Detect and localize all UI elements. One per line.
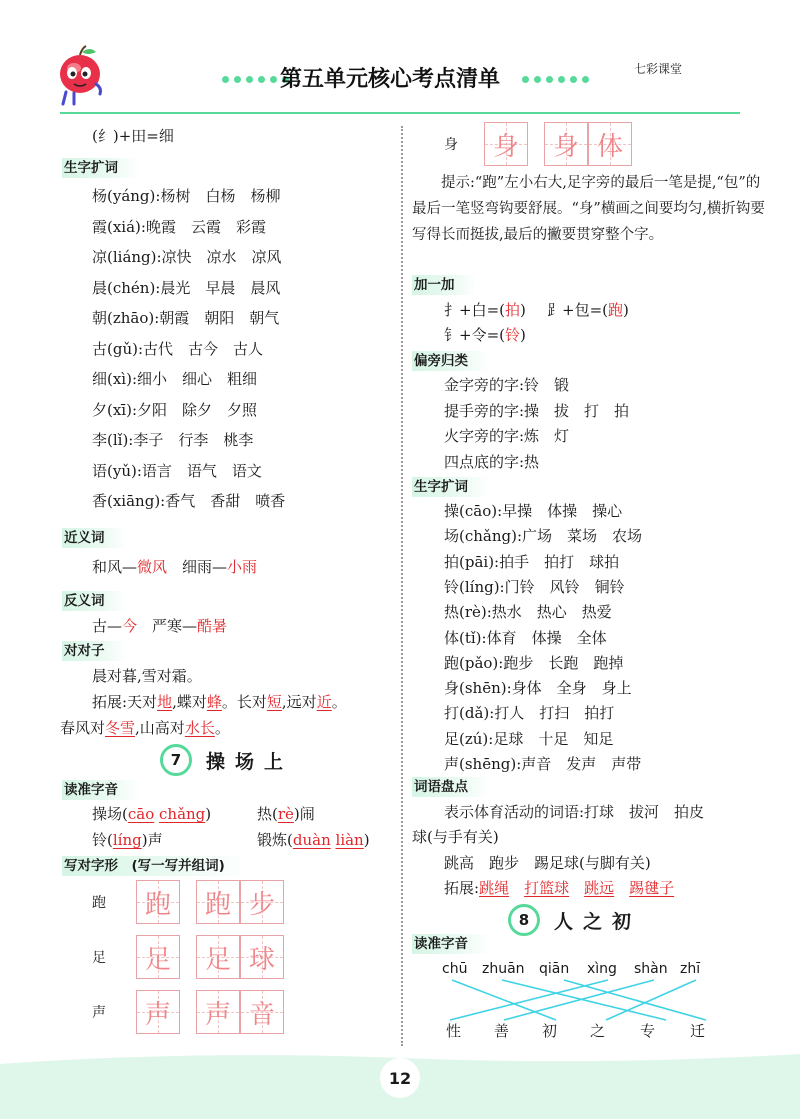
grid-char: 身: [552, 131, 579, 162]
expand-row: 声(shēng):声音 发声 声带: [444, 755, 642, 773]
expand-row: 热(rè):热水 热心 热爱: [444, 603, 612, 622]
write-title-text: 写对字形: [64, 858, 118, 874]
stroke-formula: (纟)+田=细: [92, 127, 174, 145]
expand-row: 体(tǐ):体育 体操 全体: [444, 628, 607, 647]
words-line-2: 球(与手有关): [412, 828, 499, 846]
expand-row: 语(yǔ):语言 语气 语文: [92, 461, 262, 480]
words-line-4: [444, 878, 674, 898]
expand-row: 凉(liáng):凉快 凉水 凉风: [92, 248, 282, 266]
couplet-text: ,山高对: [135, 719, 185, 737]
read-text: ): [363, 831, 370, 849]
section-title-couplet: 对对子: [62, 641, 127, 661]
synonym-a: 和风—: [92, 558, 138, 576]
radical-row: 金字旁的字:铃 锻: [444, 376, 570, 394]
section-title-expand-right: 生字扩词: [412, 477, 490, 497]
read-row-2: [92, 830, 163, 850]
antonym-row: [92, 616, 227, 636]
writing-tip: 提示:“跑”左小右大,足字旁的最后一笔是提,“包”的最后一笔竖弯钩要舒展。“身”横画之间要均匀,横折钩要写得长而挺拔,最后的撇要贯穿整个字。: [412, 175, 765, 243]
couplet-text: 。: [331, 693, 347, 711]
page-number: 12: [380, 1058, 420, 1098]
couplet-text: 春风对: [60, 719, 106, 737]
words-answer: 踢毽子: [629, 879, 675, 897]
couplet-text: 拓展:天对: [92, 693, 158, 711]
read-text: 热(: [257, 805, 278, 823]
grid-char: 跑: [144, 889, 171, 920]
pinyin-item: zhī: [680, 961, 701, 977]
section-title-words: 词语盘点: [412, 777, 490, 797]
expand-row: 身(shēn):身体 全身 身上: [444, 679, 632, 698]
grid-label: 足: [92, 950, 106, 966]
grid-char: 身: [492, 131, 519, 162]
couplet-line-3: [60, 718, 230, 738]
grid-cell: [196, 935, 240, 979]
expand-row: 细(xì):细小 细心 粗细: [92, 370, 258, 388]
synonym-row: [92, 557, 257, 577]
add-text: 扌+白=(: [444, 301, 505, 319]
read-text: 铃(: [92, 831, 113, 849]
read-text: )闹: [293, 805, 315, 823]
couplet-text: 。: [214, 719, 230, 737]
section-title-write: [62, 856, 247, 876]
grid-char: 步: [248, 889, 275, 920]
pinyin-item: chū: [442, 961, 468, 977]
grid-cell: [196, 990, 240, 1034]
grid-char: 足: [204, 944, 231, 975]
pinyin-answer: cāo: [127, 805, 155, 823]
expand-row: 李(lǐ):李子 行李 桃李: [92, 431, 254, 449]
expand-row: 足(zú):足球 十足 知足: [444, 729, 614, 748]
expand-row: 场(chǎng):广场 菜场 农场: [444, 527, 643, 546]
antonym-b: 严寒—: [137, 617, 198, 635]
section-title-read: 读准字音: [62, 780, 140, 800]
pinyin-item: qiān: [539, 961, 570, 977]
grid-cell: [136, 935, 180, 979]
char-item: 专: [640, 1022, 656, 1040]
pinyin-answer: chǎng: [159, 805, 206, 823]
section-title-read-right: 读准字音: [412, 934, 490, 954]
writing-grid-row: [92, 880, 284, 924]
char-item: 迁: [690, 1022, 706, 1040]
expand-row: 古(gǔ):古代 古今 古人: [92, 339, 264, 358]
words-expand-label: 拓展:: [444, 879, 480, 897]
expand-row: 晨(chén):晨光 早晨 晨风: [92, 278, 281, 297]
pinyin-item: zhuān: [482, 961, 525, 977]
expand-row: 朝(zhāo):朝霞 朝阳 朝气: [92, 309, 280, 327]
column-divider: [401, 126, 403, 1046]
read-row-1: [92, 804, 211, 824]
read-row-1b: [257, 804, 315, 824]
expand-row: 打(dǎ):打人 打扫 拍打: [444, 704, 615, 723]
section-title-add: 加一加: [412, 275, 477, 295]
expand-row: 霞(xiá):晚霞 云霞 彩霞: [92, 217, 266, 236]
matching-lines: [430, 978, 730, 1022]
grid-char: 音: [248, 999, 275, 1030]
lesson-title: 人之初: [554, 910, 642, 933]
antonym-b-answer: 酷暑: [197, 617, 228, 635]
write-note-text: (写一写并组词): [131, 858, 225, 874]
lesson-number-badge: 7: [160, 744, 192, 776]
char-item: 初: [542, 1022, 558, 1040]
expand-row: 拍(pāi):拍手 拍打 球拍: [444, 552, 620, 571]
pinyin-item: shàn: [634, 961, 668, 977]
grid-cell: [588, 122, 632, 166]
header-dots-right: [522, 76, 589, 83]
add-answer: 跑: [608, 301, 624, 319]
expand-row: 杨(yáng):杨树 白杨 杨柳: [92, 187, 281, 205]
lesson-8-heading: [508, 904, 641, 936]
writing-grid-row: [444, 122, 632, 166]
grid-label: 声: [92, 1005, 106, 1021]
antonym-a-answer: 今: [122, 617, 138, 635]
section-title-synonym: 近义词: [62, 528, 127, 548]
radical-row: 火字旁的字:炼 灯: [444, 427, 570, 445]
add-answer: 拍: [505, 301, 521, 319]
grid-cell: [136, 990, 180, 1034]
grid-cell: [544, 122, 588, 166]
couplet-line-1: 晨对暮,雪对霜。: [92, 667, 202, 685]
read-text: 锻炼(: [257, 831, 293, 849]
apple-mascot-icon: [56, 44, 106, 106]
grid-cell: [240, 935, 284, 979]
writing-grid-row: [92, 935, 284, 979]
expand-row: 操(cāo):早操 体操 操心: [444, 502, 623, 520]
add-text: ): [520, 326, 526, 344]
radical-row: 提手旁的字:操 拔 打 拍: [444, 401, 630, 420]
writing-grid-row: [92, 990, 284, 1034]
radical-row: 四点底的字:热: [444, 452, 540, 471]
add-row-2: [444, 325, 526, 345]
char-item: 之: [590, 1022, 606, 1040]
grid-cell: [196, 880, 240, 924]
antonym-a: 古—: [92, 617, 123, 635]
char-item: 善: [494, 1022, 510, 1040]
read-text: )声: [141, 831, 163, 849]
couplet-answer: 短: [266, 693, 282, 711]
couplet-answer: 近: [316, 693, 332, 711]
pinyin-answer: duàn: [292, 831, 331, 849]
couplet-line-2: [92, 692, 347, 712]
series-label: 七彩课堂: [634, 62, 683, 76]
expand-row: 夕(xī):夕阳 除夕 夕照: [92, 400, 258, 419]
add-text: ): [520, 301, 526, 319]
couplet-text: ,蝶对: [172, 693, 207, 711]
words-line-3: 跳高 跑步 踢足球(与脚有关): [444, 854, 651, 872]
section-title-radical: 偏旁归类: [412, 351, 490, 371]
char-item: 性: [446, 1022, 462, 1040]
grid-cell: [484, 122, 528, 166]
couplet-answer: 冬雪: [105, 719, 136, 737]
words-line-1: 表示体育活动的词语:打球 拔河 拍皮: [444, 803, 705, 821]
grid-char: 足: [144, 944, 171, 975]
add-text: ): [623, 301, 629, 319]
expand-row: 铃(líng):门铃 风铃 铜铃: [444, 577, 625, 596]
grid-label: 身: [444, 137, 458, 153]
pinyin-answer: rè: [277, 805, 294, 823]
grid-cell: [136, 880, 180, 924]
synonym-b-answer: 小雨: [227, 558, 258, 576]
couplet-answer: 蜂: [206, 693, 222, 711]
pinyin-answer: liàn: [335, 831, 364, 849]
synonym-b: 细雨—: [167, 558, 228, 576]
header-divider: [60, 112, 740, 114]
section-title-expand: 生字扩词: [62, 158, 140, 178]
read-text: ): [205, 805, 212, 823]
grid-char: 声: [204, 999, 231, 1030]
couplet-text: 。长对: [221, 693, 267, 711]
lesson-7-heading: [160, 744, 293, 776]
synonym-a-answer: 微风: [137, 558, 168, 576]
grid-cell: [240, 990, 284, 1034]
add-row-1a: [444, 300, 526, 320]
add-row-1b: [547, 300, 629, 320]
add-text: 钅+令=(: [444, 326, 505, 344]
couplet-answer: 水长: [184, 719, 215, 737]
grid-char: 球: [248, 944, 275, 975]
grid-char: 声: [144, 999, 171, 1030]
words-answer: 跳远: [584, 879, 615, 897]
page-title: 第五单元核心考点清单: [279, 67, 500, 92]
couplet-text: ,远对: [281, 693, 317, 711]
couplet-answer: 地: [157, 693, 173, 711]
grid-cell: [240, 880, 284, 924]
expand-row: 跑(pǎo):跑步 长跑 跑掉: [444, 653, 624, 672]
pinyin-item: xìng: [587, 961, 617, 977]
add-answer: 铃: [505, 326, 521, 344]
grid-char: 跑: [204, 889, 231, 920]
lesson-number-badge: 8: [508, 904, 540, 936]
read-row-2b: [257, 830, 370, 850]
section-title-antonym: 反义词: [62, 591, 127, 611]
grid-label: 跑: [92, 895, 106, 911]
words-answer: 打篮球: [524, 879, 570, 897]
expand-row: 香(xiāng):香气 香甜 喷香: [92, 492, 286, 510]
grid-char: 体: [596, 131, 623, 162]
add-text: ⻊+包=(: [547, 301, 608, 319]
pinyin-answer: líng: [112, 831, 142, 849]
words-answer: 跳绳: [479, 879, 510, 897]
lesson-title: 操场上: [206, 750, 294, 773]
read-text: 操场(: [92, 805, 128, 823]
